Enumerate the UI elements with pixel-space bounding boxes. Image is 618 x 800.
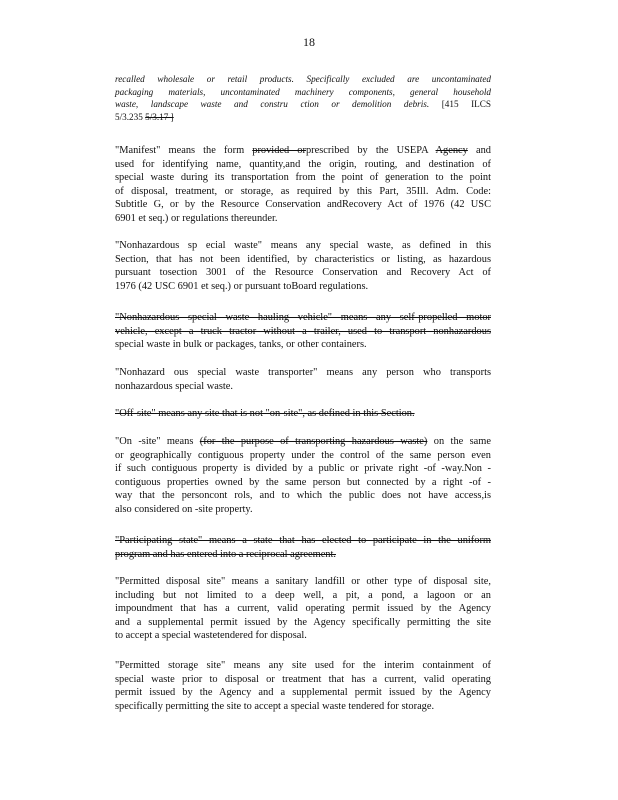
text-line — [115, 534, 491, 548]
definition-hauling-vehicle — [115, 311, 491, 352]
text-run: "On -site" means — [115, 436, 200, 447]
struck-text: "Off-site" means any site that is not "on-site", as defined in this Section. — [115, 408, 415, 419]
struck-text: vehicle, except a truck tractor without a trailer, used to transport nonhazardous — [115, 325, 491, 337]
text-line — [115, 280, 491, 294]
text-line — [115, 86, 491, 99]
text-run: "Permitted disposal site" means a sanitary landfill or other type of disposal site, — [115, 576, 491, 587]
text-run: packaging materials, uncontaminated machinery components, general household — [115, 86, 491, 97]
text-run: waste, landscape waste and constru ction or demolition debris. — [115, 99, 442, 109]
text-line — [115, 449, 491, 463]
text-line — [115, 311, 491, 325]
struck-text: 5/3.17 ] — [145, 111, 174, 122]
text-line — [115, 659, 491, 673]
text-line — [115, 266, 491, 280]
text-run: "Nonhazard ous special waste transporter" means any person who transports — [115, 367, 491, 378]
definition-transporter — [115, 366, 491, 393]
text-run: Section, that has not been identified, by characteristics or listing, as hazardous — [115, 253, 491, 265]
text-line — [115, 73, 491, 86]
text-run: special waste in bulk or packages, tanks, or other containers. — [115, 339, 367, 350]
text-run: and — [467, 145, 491, 156]
text-line — [115, 111, 491, 124]
text-line — [115, 503, 491, 517]
definition-off-site — [115, 407, 491, 421]
struck-text: "Participating state" means a state that has elected to participate in the uniform — [115, 535, 491, 546]
definition-permitted-storage-site — [115, 659, 491, 713]
text-line — [115, 338, 491, 352]
text-line — [115, 602, 491, 616]
page-number: 18 — [303, 35, 315, 49]
struck-text: (for the purpose of transporting hazardous waste) — [199, 436, 428, 447]
text-run: of disposal, treatment, or storage, as required by this Part, 35Ill. Adm. Code: — [115, 185, 491, 197]
text-run: or geographically contiguous property under the control of the same person even — [115, 449, 491, 461]
text-line — [115, 253, 491, 267]
struck-text: program and has entered into a reciprocal agreement. — [115, 548, 336, 560]
definition-participating-state — [115, 534, 491, 561]
text-run: nonhazardous special waste. — [115, 380, 234, 392]
text-run: contiguous properties owned by the same person but connected by a right -of - — [115, 476, 491, 488]
text-line — [115, 171, 491, 185]
text-run: recalled wholesale or retail products. Specifically excluded are uncontaminated — [115, 74, 491, 84]
text-line — [115, 629, 491, 643]
definition-on-site — [115, 435, 491, 516]
definition-permitted-disposal-site — [115, 575, 491, 643]
text-line — [115, 407, 491, 421]
text-line — [115, 212, 491, 226]
text-run: on the same — [427, 436, 491, 447]
text-line — [115, 185, 491, 199]
text-run: also considered on -site property. — [115, 503, 253, 515]
text-run: "Nonhazardous sp ecial waste" means any special waste, as defined in this — [115, 240, 491, 251]
text-run: to accept a special wastetendered for disposal. — [115, 630, 307, 641]
text-run: including but not limited to a deep well, a pit, a pond, a lagoon or an — [115, 589, 491, 601]
text-run: 6901 et seq.) or regulations thereunder. — [115, 212, 278, 224]
definition-manifest — [115, 144, 491, 225]
text-line — [115, 198, 491, 212]
text-line — [115, 380, 491, 394]
text-line — [115, 673, 491, 687]
text-run: 1976 (42 USC 6901 et seq.) or pursuant toBoard regulations. — [115, 280, 369, 292]
struck-text: Agency — [435, 145, 468, 156]
text-run: special waste prior to disposal or treatment that has a current, valid operating — [115, 673, 491, 685]
definition-continuation — [115, 73, 491, 123]
text-line — [115, 548, 491, 562]
definition-nonhazardous-special-waste — [115, 239, 491, 293]
text-line — [115, 98, 491, 111]
text-line — [115, 435, 491, 449]
text-run: prescribed by the USEPA — [305, 145, 436, 156]
text-line — [115, 589, 491, 603]
citation-text: [415 ILCS — [441, 99, 492, 109]
text-run: way that the personcont rols, and to which the public does not have access,is — [115, 490, 491, 501]
text-line — [115, 325, 491, 339]
text-line — [115, 700, 491, 714]
text-run: impoundment that has a current, valid operating permit issued by the Agency — [115, 603, 491, 614]
text-run: "Permitted storage site" means any site used for the interim containment of — [115, 660, 491, 671]
text-run: permit issued by the Agency and a supplemental permit issued by the Agency — [115, 687, 491, 698]
citation-text: 5/3.235 — [115, 111, 146, 122]
text-line — [115, 366, 491, 380]
struck-text: provided or — [252, 145, 306, 156]
text-line — [115, 239, 491, 253]
text-run: used for identifying name, quantity,and the origin, routing, and destination of — [115, 158, 491, 170]
text-run: special waste during its transportation from the point of generation to the point — [115, 172, 491, 183]
text-run: "Manifest" means the form — [115, 145, 253, 156]
text-line — [115, 489, 491, 503]
text-line — [115, 476, 491, 490]
text-line — [115, 144, 491, 158]
text-line — [115, 686, 491, 700]
text-line — [115, 462, 491, 476]
text-run: if such contiguous property is divided by a public or private right -of -way.Non - — [115, 463, 491, 474]
text-run: Subtitle G, or by the Resource Conservation andRecovery Act of 1976 (42 USC — [115, 199, 491, 210]
text-run: and a supplemental permit issued by the Agency specifically permitting the site — [115, 616, 491, 628]
text-line — [115, 575, 491, 589]
text-line — [115, 616, 491, 630]
text-line — [115, 158, 491, 172]
text-run: pursuant tosection 3001 of the Resource Conservation and Recovery Act of — [115, 267, 491, 278]
struck-text: "Nonhazardous special waste hauling vehicle" means any self-propelled motor — [115, 312, 491, 323]
text-run: specifically permitting the site to accept a special waste tendered for storage. — [115, 700, 435, 712]
